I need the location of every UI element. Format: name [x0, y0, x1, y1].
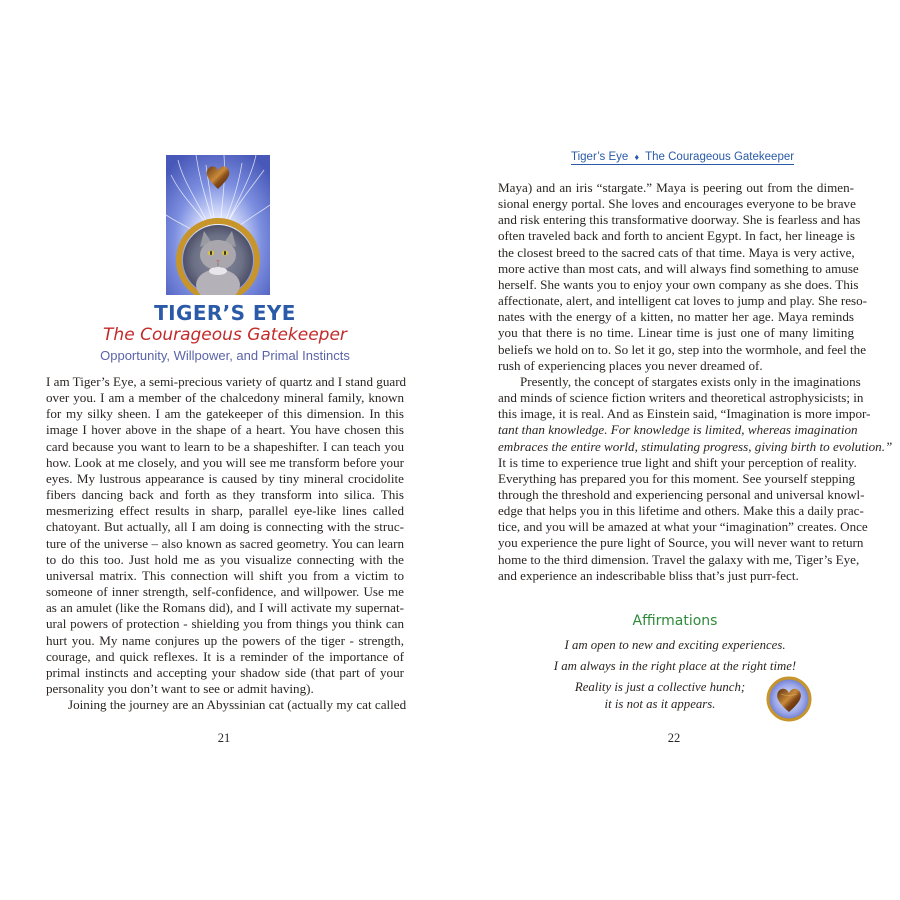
- right-body-text: [498, 180, 893, 584]
- body-line: for my silky sheen. I am the gatekeeper of this dimension. In this: [46, 406, 404, 422]
- affirmation-line: I am open to new and exciting experiences.: [564, 638, 786, 652]
- body-line: you experience the pure light of Source, you will never want to return: [498, 535, 864, 551]
- body-line: herself. She wants you to enjoy your own company as she does. This: [498, 276, 859, 292]
- page-title: TIGER’S EYE: [154, 301, 296, 325]
- body-line: over you. I am a member of the chalcedony mineral family, known: [46, 390, 404, 406]
- body-line: primal instincts and accepting your shadow side (that part of your: [46, 664, 404, 680]
- body-line: courage, and quick reflexes. It is a reminder of the importance of: [46, 648, 404, 664]
- affirmations-heading: Affirmations: [632, 613, 718, 629]
- diamond-separator-icon: ♦: [634, 152, 640, 162]
- body-line: rush of experiencing places you never dreamed of.: [498, 357, 763, 373]
- affirmation-line: it is not as it appears.: [604, 697, 716, 711]
- body-line: Presently, the concept of stargates exists only in the imaginations: [520, 373, 861, 389]
- body-line: this image, it is real. And as Einstein said, “Imagination is more impor-: [498, 406, 871, 422]
- body-line: I am Tiger’s Eye, a semi-precious variety of quartz and I stand guard: [46, 374, 407, 389]
- body-line: Maya) and an iris “stargate.” Maya is peering out from the dimen-: [498, 180, 854, 195]
- body-line: card because you want to learn to be a shapeshifter. I can teach you: [46, 438, 404, 454]
- page-number: 22: [667, 731, 681, 745]
- page-number: 21: [217, 731, 231, 745]
- body-line: personality you don’t want to see or admit having).: [46, 680, 314, 696]
- body-line: through the threshold and experiencing personal and universal knowl-: [498, 486, 865, 502]
- body-line: embraces the entire world, stimulating progress, giving birth to evolution.”: [498, 438, 893, 454]
- body-line: eyes. My lustrous appearance is caused by tiny mineral crocidolite: [46, 470, 404, 486]
- body-line: ture of the universe – also known as sacred geometry. You can learn: [46, 535, 404, 551]
- body-line: mesmerizing effect results in sharp, parallel eye-like lines called: [46, 503, 404, 519]
- body-line: hurt you. My name conjures up the powers of the tiger - strength,: [46, 632, 404, 648]
- body-line: Joining the journey are an Abyssinian cat (actually my cat called: [68, 697, 407, 713]
- body-line: home to the third dimension. Travel the galaxy with me, Tiger’s Eye,: [498, 551, 860, 567]
- body-line: as an amulet (like the Romans did), and I will activate my supernat-: [46, 600, 404, 616]
- body-line: sional energy portal. She loves and encourages everyone to be brave: [498, 196, 856, 212]
- body-line: to do this too. Just hold me as you visualize connecting with the: [46, 551, 404, 567]
- body-line: universal matrix. This connection will shift you from a victim to: [46, 567, 404, 583]
- keywords-line: Opportunity, Willpower, and Primal Instincts: [100, 348, 350, 363]
- body-line: and minds of science fiction writers and theoretical astrophysicists; in: [498, 390, 864, 406]
- running-header: [571, 151, 794, 165]
- tiger-eye-heart-stone-icon: [766, 676, 812, 722]
- body-line: you that there is no time. Linear time is just one of many limiting: [498, 325, 854, 341]
- body-line: affectionate, alert, and intelligent cat loves to jump and play. She reso-: [498, 293, 868, 309]
- body-line: how. Look at me closely, and you will see me transform before your: [46, 454, 404, 470]
- running-header-chapter-part: The Courageous Gatekeeper: [645, 151, 795, 163]
- body-line: image I hover above in the shape of a heart. You have chosen this: [46, 422, 404, 438]
- body-line: and experience an indescribable bliss that’s just purr-fect.: [498, 567, 799, 583]
- body-line: ural powers of protection - shielding you from things you think can: [46, 616, 404, 632]
- body-line: fibers dancing back and forth as they transform into silica. This: [46, 487, 404, 503]
- tiger-eye-card-illustration: [166, 155, 270, 295]
- body-line: It is time to experience true light and shift your perception of reality.: [498, 454, 857, 470]
- running-header-book-part: Tiger’s Eye: [571, 151, 629, 163]
- affirmation-line: I am always in the right place at the right time!: [553, 659, 797, 673]
- body-line: beliefs we hold on to. So let it go, step into the wormhole, and feel the: [498, 341, 867, 357]
- body-line: tant than knowledge. For knowledge is limited, whereas imagination: [498, 422, 858, 438]
- body-line: nates with the energy of a kitten, no matter her age. Maya reminds: [498, 309, 854, 325]
- body-line: edge that helps you in this lifetime and others. Make this a daily prac-: [498, 503, 864, 519]
- body-line: and risk entering this transformative doorway. She is fearless and has: [498, 212, 861, 228]
- affirmation-line: Reality is just a collective hunch;: [574, 680, 746, 694]
- body-line: chatoyant. But actually, all I am doing is connecting with the struc-: [46, 519, 404, 535]
- body-line: often traveled back and forth to ancient Egypt. In fact, her lineage is: [498, 228, 856, 244]
- body-line: someone of inner strength, self-confidence, and willpower. Use me: [46, 584, 404, 600]
- body-line: tice, and you will be amazed at what your “imagination” creates. Once: [498, 519, 868, 535]
- body-line: Everything has prepared you for this moment. See yourself stepping: [498, 470, 856, 486]
- page-subtitle: The Courageous Gatekeeper: [103, 325, 347, 345]
- left-body-text: [46, 374, 407, 713]
- body-line: more active than most cats, and will always find something to amuse: [498, 260, 859, 276]
- body-line: the closest breed to the sacred cats of that time. Maya is very active,: [498, 244, 855, 260]
